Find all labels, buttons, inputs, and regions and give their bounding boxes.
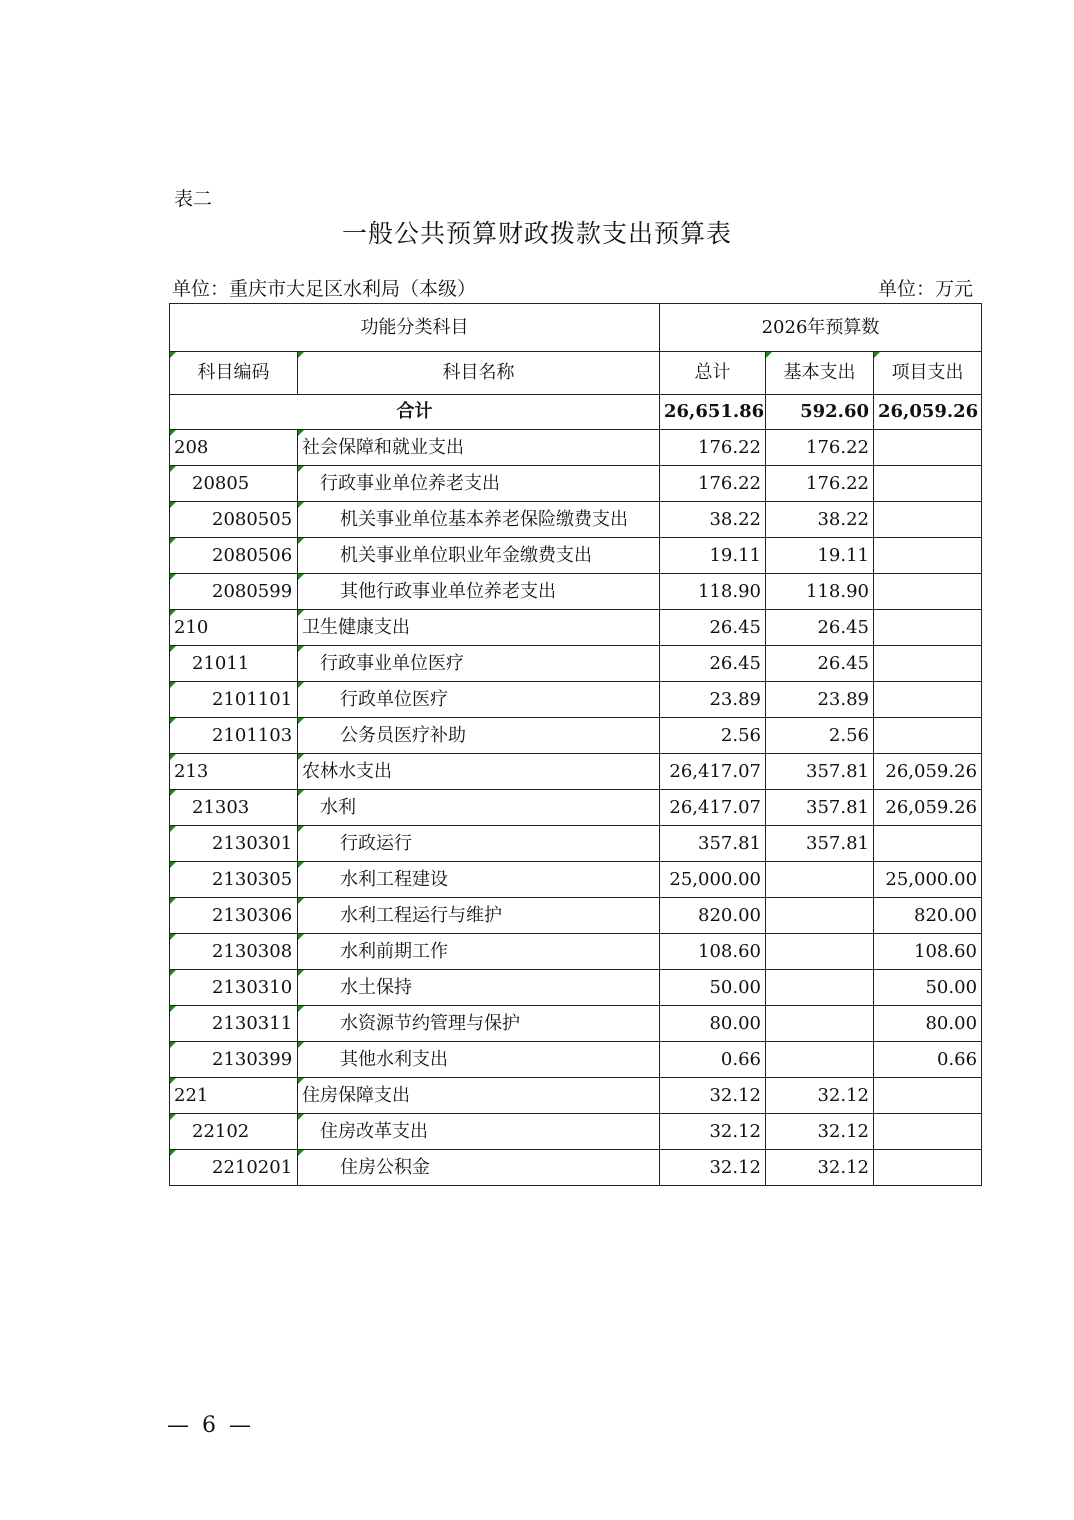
table-label: 表二 <box>174 188 213 210</box>
page-title: 一般公共预算财政拨款支出预算表 <box>341 219 732 248</box>
row-basic <box>766 934 874 970</box>
header-row-2 <box>170 352 982 395</box>
row-total: 176.22 <box>660 466 766 502</box>
row-code: 221 <box>170 1078 298 1114</box>
table-row <box>170 826 982 862</box>
row-name: 水利前期工作 <box>298 934 660 970</box>
row-project <box>874 1114 982 1150</box>
table-row <box>170 682 982 718</box>
row-total: 23.89 <box>660 682 766 718</box>
row-project <box>874 538 982 574</box>
row-basic: 32.12 <box>766 1150 874 1186</box>
row-project <box>874 574 982 610</box>
table-row <box>170 1006 982 1042</box>
row-basic: 357.81 <box>766 754 874 790</box>
row-name: 其他水利支出 <box>298 1042 660 1078</box>
row-total: 25,000.00 <box>660 862 766 898</box>
row-total: 26.45 <box>660 610 766 646</box>
row-code: 2130301 <box>170 826 298 862</box>
totals-basic: 592.60 <box>766 395 874 430</box>
row-basic <box>766 1006 874 1042</box>
row-basic: 357.81 <box>766 790 874 826</box>
header-name: 科目名称 <box>298 352 660 395</box>
row-project: 25,000.00 <box>874 862 982 898</box>
row-total: 26.45 <box>660 646 766 682</box>
table-row <box>170 898 982 934</box>
totals-label: 合计 <box>170 395 660 430</box>
row-name: 行政事业单位养老支出 <box>298 466 660 502</box>
row-code: 2130310 <box>170 970 298 1006</box>
row-total: 0.66 <box>660 1042 766 1078</box>
row-total: 2.56 <box>660 718 766 754</box>
table-row <box>170 970 982 1006</box>
row-project <box>874 466 982 502</box>
row-code: 22102 <box>170 1114 298 1150</box>
row-code: 2130311 <box>170 1006 298 1042</box>
row-basic: 38.22 <box>766 502 874 538</box>
row-project <box>874 610 982 646</box>
row-code: 2130305 <box>170 862 298 898</box>
row-code: 208 <box>170 430 298 466</box>
row-code: 2130399 <box>170 1042 298 1078</box>
table-row <box>170 610 982 646</box>
header-budget-year: 2026年预算数 <box>660 304 982 352</box>
row-name: 行政事业单位医疗 <box>298 646 660 682</box>
row-basic: 32.12 <box>766 1078 874 1114</box>
row-project <box>874 646 982 682</box>
header-basic: 基本支出 <box>766 352 874 395</box>
row-basic: 32.12 <box>766 1114 874 1150</box>
table-row <box>170 754 982 790</box>
row-project <box>874 682 982 718</box>
row-basic: 26.45 <box>766 610 874 646</box>
row-project <box>874 718 982 754</box>
row-project: 80.00 <box>874 1006 982 1042</box>
budget-table-body <box>170 304 982 1186</box>
row-code: 2101101 <box>170 682 298 718</box>
table-row <box>170 646 982 682</box>
row-name: 水利工程建设 <box>298 862 660 898</box>
row-project: 50.00 <box>874 970 982 1006</box>
row-code: 2080599 <box>170 574 298 610</box>
row-name: 水资源节约管理与保护 <box>298 1006 660 1042</box>
row-name: 住房公积金 <box>298 1150 660 1186</box>
row-code: 2080506 <box>170 538 298 574</box>
table-row <box>170 862 982 898</box>
row-code: 20805 <box>170 466 298 502</box>
row-name: 行政单位医疗 <box>298 682 660 718</box>
totals-total: 26,651.86 <box>660 395 766 430</box>
row-project <box>874 430 982 466</box>
row-code: 2080505 <box>170 502 298 538</box>
row-name: 机关事业单位职业年金缴费支出 <box>298 538 660 574</box>
row-name: 水利工程运行与维护 <box>298 898 660 934</box>
row-basic: 26.45 <box>766 646 874 682</box>
row-name: 卫生健康支出 <box>298 610 660 646</box>
row-project: 108.60 <box>874 934 982 970</box>
row-total: 108.60 <box>660 934 766 970</box>
header-total: 总计 <box>660 352 766 395</box>
table-row <box>170 502 982 538</box>
budget-table <box>169 303 982 1186</box>
header-category: 功能分类科目 <box>170 304 660 352</box>
table-row <box>170 1042 982 1078</box>
row-name: 住房改革支出 <box>298 1114 660 1150</box>
row-project: 26,059.26 <box>874 790 982 826</box>
row-name: 公务员医疗补助 <box>298 718 660 754</box>
header-code: 科目编码 <box>170 352 298 395</box>
row-basic: 118.90 <box>766 574 874 610</box>
row-basic <box>766 898 874 934</box>
row-code: 21011 <box>170 646 298 682</box>
row-code: 210 <box>170 610 298 646</box>
row-basic: 2.56 <box>766 718 874 754</box>
row-project <box>874 502 982 538</box>
row-project <box>874 1078 982 1114</box>
row-code: 2130308 <box>170 934 298 970</box>
row-name: 水土保持 <box>298 970 660 1006</box>
row-total: 26,417.07 <box>660 754 766 790</box>
row-project: 26,059.26 <box>874 754 982 790</box>
row-basic: 19.11 <box>766 538 874 574</box>
row-total: 820.00 <box>660 898 766 934</box>
row-name: 机关事业单位基本养老保险缴费支出 <box>298 502 660 538</box>
table-row <box>170 430 982 466</box>
row-total: 32.12 <box>660 1150 766 1186</box>
row-project <box>874 1150 982 1186</box>
row-basic: 176.22 <box>766 430 874 466</box>
row-total: 38.22 <box>660 502 766 538</box>
row-project: 820.00 <box>874 898 982 934</box>
totals-project: 26,059.26 <box>874 395 982 430</box>
totals-row <box>170 395 982 430</box>
row-basic: 23.89 <box>766 682 874 718</box>
row-code: 2101103 <box>170 718 298 754</box>
table-row <box>170 790 982 826</box>
page-number: — 6 — <box>167 1413 254 1438</box>
row-code: 2210201 <box>170 1150 298 1186</box>
row-project: 0.66 <box>874 1042 982 1078</box>
row-basic <box>766 1042 874 1078</box>
row-project <box>874 826 982 862</box>
row-basic: 176.22 <box>766 466 874 502</box>
row-name: 其他行政事业单位养老支出 <box>298 574 660 610</box>
row-total: 80.00 <box>660 1006 766 1042</box>
unit-organization: 单位：重庆市大足区水利局（本级） <box>172 278 477 300</box>
row-total: 26,417.07 <box>660 790 766 826</box>
row-basic <box>766 862 874 898</box>
row-basic: 357.81 <box>766 826 874 862</box>
row-total: 118.90 <box>660 574 766 610</box>
row-name: 水利 <box>298 790 660 826</box>
table-row <box>170 466 982 502</box>
table-row <box>170 934 982 970</box>
table-row <box>170 574 982 610</box>
row-basic <box>766 970 874 1006</box>
row-name: 农林水支出 <box>298 754 660 790</box>
table-row <box>170 718 982 754</box>
row-total: 50.00 <box>660 970 766 1006</box>
table-row <box>170 1150 982 1186</box>
row-total: 32.12 <box>660 1114 766 1150</box>
row-total: 19.11 <box>660 538 766 574</box>
row-name: 行政运行 <box>298 826 660 862</box>
row-code: 21303 <box>170 790 298 826</box>
row-total: 176.22 <box>660 430 766 466</box>
header-row-1 <box>170 304 982 352</box>
row-name: 住房保障支出 <box>298 1078 660 1114</box>
row-name: 社会保障和就业支出 <box>298 430 660 466</box>
row-total: 357.81 <box>660 826 766 862</box>
row-code: 2130306 <box>170 898 298 934</box>
table-row <box>170 538 982 574</box>
row-code: 213 <box>170 754 298 790</box>
table-row <box>170 1078 982 1114</box>
table-row <box>170 1114 982 1150</box>
header-project: 项目支出 <box>874 352 982 395</box>
unit-currency: 单位：万元 <box>877 278 973 300</box>
row-total: 32.12 <box>660 1078 766 1114</box>
